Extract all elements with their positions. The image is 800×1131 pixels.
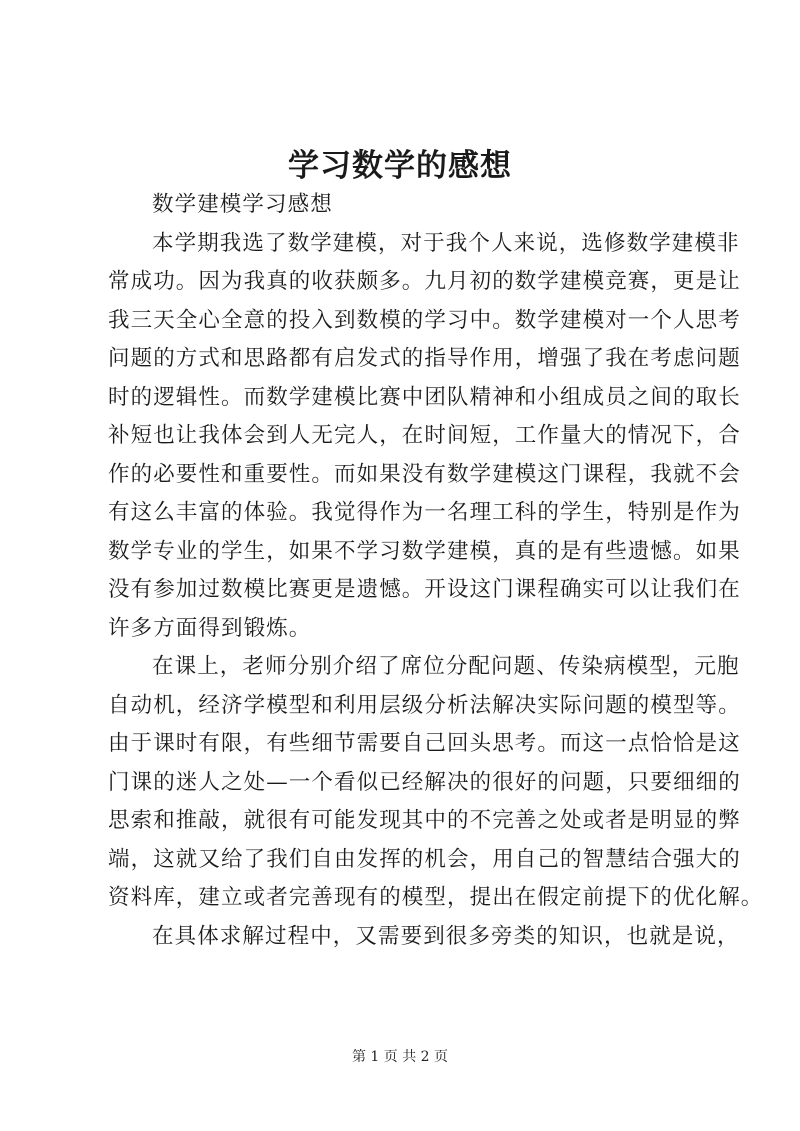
document-body [108,186,764,956]
paragraph-line: 数学专业的学生，如果不学习数学建模，真的是有些遗憾。如果 [108,538,741,564]
paragraph-line: 作的必要性和重要性。而如果没有数学建模这门课程，我就不会 [108,461,741,487]
paragraph-line: 在课上，老师分别介绍了席位分配问题、传染病模型，元胞 [152,654,740,679]
paragraph-line: 本学期我选了数学建模，对于我个人来说，选修数学建模非 [152,230,740,256]
paragraph-line: 资料库，建立或者完善现有的模型，提出在假定前提下的优化解。 [108,885,764,910]
paragraph-line: 由于课时有限，有些细节需要自己回头思考。而这一点恰恰是这 [108,731,741,756]
paragraph-line: 问题的方式和思路都有启发式的指导作用，增强了我在考虑问题 [108,346,741,371]
document-title: 学习数学的感想 [288,148,512,184]
page-footer: 第 1 页 共 2 页 [351,1049,449,1065]
paragraph-line: 端，这就又给了我们自由发挥的机会，用自己的智慧结合强大的 [108,846,741,872]
paragraph-line: 我三天全心全意的投入到数模的学习中。数学建模对一个人思考 [108,307,741,333]
paragraph-line: 思索和推敲，就很有可能发现其中的不完善之处或者是明显的弊 [108,808,741,833]
paragraph-line: 门课的迷人之处—一个看似已经解决的很好的问题，只要细细的 [108,769,741,795]
paragraph-line: 许多方面得到锻炼。 [108,615,312,641]
paragraph-line: 时的逻辑性。而数学建模比赛中团队精神和小组成员之间的取长 [108,384,741,410]
paragraph-line: 自动机，经济学模型和利用层级分析法解决实际问题的模型等。 [108,692,741,718]
paragraph-line: 在具体求解过程中，又需要到很多旁类的知识，也就是说， [152,923,740,949]
paragraph-line: 没有参加过数模比赛更是遗憾。开设这门课程确实可以让我们在 [108,577,741,602]
paragraph-line: 常成功。因为我真的收获颇多。九月初的数学建模竞赛，更是让 [108,269,741,294]
paragraph-line: 有这么丰富的体验。我觉得作为一名理工科的学生，特别是作为 [108,500,741,525]
paragraph-line: 补短也让我体会到人无完人，在时间短，工作量大的情况下，合 [108,423,741,448]
subtitle-line: 数学建模学习感想 [152,192,333,217]
